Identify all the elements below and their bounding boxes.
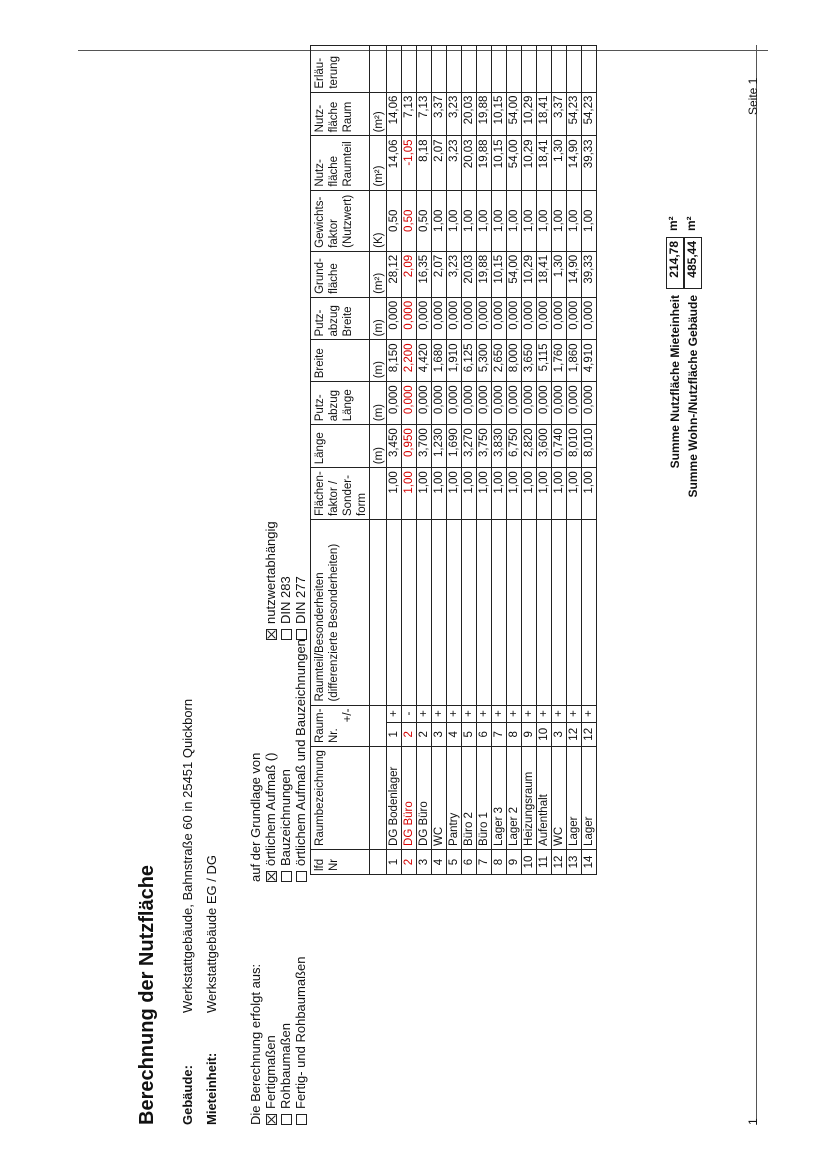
col-grund: Grund- fläche — [311, 251, 370, 297]
basis-mid-option — [263, 639, 278, 882]
cell-putz-b: 0,000 — [477, 297, 492, 340]
unit-nutz-teil: (m²) — [370, 136, 387, 190]
basis-right-option-label: nutzwertabhängig — [263, 521, 278, 624]
cell-putz-l: 0,000 — [432, 382, 447, 425]
basis-mid-heading: auf der Grundlage von — [248, 752, 263, 882]
cell-nr: 6 — [477, 722, 492, 747]
basis-left-option — [293, 957, 308, 1125]
cell-putz-b: 0,000 — [417, 297, 432, 340]
table-row — [552, 46, 567, 875]
cell-gewicht: 1,00 — [522, 190, 537, 251]
cell-putz-l: 0,000 — [492, 382, 507, 425]
cell-name: Lager 2 — [507, 747, 522, 850]
cell-putz-b: 0,000 — [552, 297, 567, 340]
col-name: Raumbezeichnung — [311, 747, 370, 850]
building-label: Gebäude: — [180, 1065, 195, 1125]
cell-nr: 4 — [447, 722, 462, 747]
cell-lfd: 13 — [567, 849, 582, 874]
sum-building-symbol: m² — [684, 216, 698, 231]
cell-nutz-teil: 10,15 — [492, 136, 507, 190]
cell-nutz-raum: 19,88 — [477, 92, 492, 136]
cell-sign: + — [447, 705, 462, 722]
table-row — [582, 46, 597, 875]
cell-nr: 2 — [417, 722, 432, 747]
cell-nutz-teil: 3,23 — [447, 136, 462, 190]
cell-teil — [447, 519, 462, 705]
unit-putz-l: (m) — [370, 382, 387, 425]
checked-box-icon[interactable] — [266, 871, 277, 882]
basis-left-option-label: Rohbaumaßen — [278, 1023, 293, 1109]
cell-sign: + — [567, 705, 582, 722]
cell-laenge: 8,010 — [567, 425, 582, 468]
cell-putz-b: 0,000 — [432, 297, 447, 340]
cell-lfd: 7 — [477, 849, 492, 874]
cell-nutz-teil: 10,29 — [522, 136, 537, 190]
cell-faktor: 1,00 — [477, 468, 492, 520]
table-row — [417, 46, 432, 875]
cell-erl — [582, 46, 597, 93]
cell-sign: + — [492, 705, 507, 722]
cell-lfd: 6 — [462, 849, 477, 874]
cell-putz-l: 0,000 — [567, 382, 582, 425]
col-nutz-teil: Nutz- fläche Raumteil — [311, 136, 370, 190]
cell-laenge: 0,950 — [402, 425, 417, 468]
sum-unit-value: 214,78 — [666, 237, 684, 289]
cell-laenge: 3,270 — [462, 425, 477, 468]
cell-grund: 16,35 — [417, 251, 432, 297]
cell-sign: + — [537, 705, 552, 722]
cell-putz-l: 0,000 — [447, 382, 462, 425]
unit-putz-b: (m) — [370, 297, 387, 340]
cell-nr: 3 — [552, 722, 567, 747]
basis-left-heading: Die Berechnung erfolgt aus: — [248, 963, 263, 1125]
basis-right — [263, 521, 308, 640]
cell-nutz-teil: 20,03 — [462, 136, 477, 190]
cell-nr: 2 — [402, 722, 417, 747]
cell-faktor: 1,00 — [402, 468, 417, 520]
sum-building-value: 485,44 — [684, 237, 702, 289]
cell-faktor: 1,00 — [537, 468, 552, 520]
cell-name: Büro 2 — [462, 747, 477, 850]
cell-nutz-raum: 54,00 — [507, 92, 522, 136]
cell-grund: 54,00 — [507, 251, 522, 297]
basis-right-option-label: DIN 277 — [293, 576, 308, 624]
cell-gewicht: 1,00 — [507, 190, 522, 251]
table-row — [402, 46, 417, 875]
cell-nutz-raum: 20,03 — [462, 92, 477, 136]
cell-lfd: 12 — [552, 849, 567, 874]
cell-erl — [447, 46, 462, 93]
cell-putz-l: 0,000 — [582, 382, 597, 425]
cell-erl — [477, 46, 492, 93]
cell-name: Pantry — [447, 747, 462, 850]
cell-putz-b: 0,000 — [462, 297, 477, 340]
cell-lfd: 4 — [432, 849, 447, 874]
cell-nutz-raum: 3,37 — [552, 92, 567, 136]
basis-left — [248, 957, 308, 1125]
cell-faktor: 1,00 — [522, 468, 537, 520]
cell-faktor: 1,00 — [567, 468, 582, 520]
col-raum-nr: Raum- Nr. +/- — [311, 705, 370, 747]
cell-putz-b: 0,000 — [522, 297, 537, 340]
cell-nutz-teil: 19,88 — [477, 136, 492, 190]
cell-faktor: 1,00 — [582, 468, 597, 520]
cell-grund: 18,41 — [537, 251, 552, 297]
cell-putz-b: 0,000 — [507, 297, 522, 340]
cell-teil — [432, 519, 447, 705]
cell-sign: + — [477, 705, 492, 722]
cell-erl — [552, 46, 567, 93]
cell-nutz-raum: 3,37 — [432, 92, 447, 136]
unit-laenge: (m) — [370, 425, 387, 468]
unchecked-box-icon[interactable] — [296, 871, 307, 882]
cell-grund: 10,29 — [522, 251, 537, 297]
basis-right-option — [278, 521, 293, 640]
cell-faktor: 1,00 — [507, 468, 522, 520]
cell-grund: 19,88 — [477, 251, 492, 297]
table-row — [477, 46, 492, 875]
cell-breite: 1,910 — [447, 340, 462, 382]
cell-sign: + — [387, 705, 402, 722]
cell-name: Lager — [567, 747, 582, 850]
cell-gewicht: 1,00 — [432, 190, 447, 251]
cell-gewicht: 1,00 — [462, 190, 477, 251]
cell-lfd: 5 — [447, 849, 462, 874]
cell-teil — [582, 519, 597, 705]
cell-name: DG Bodenlager — [387, 747, 402, 850]
unit-breite: (m) — [370, 340, 387, 382]
unit-gewicht: (K) — [370, 190, 387, 251]
cell-breite: 3,650 — [522, 340, 537, 382]
cell-breite: 8,000 — [507, 340, 522, 382]
table-row — [537, 46, 552, 875]
cell-teil — [402, 519, 417, 705]
basis-mid-option-label: Bauzeichnungen — [278, 769, 293, 866]
cell-putz-l: 0,000 — [537, 382, 552, 425]
cell-laenge: 1,230 — [432, 425, 447, 468]
cell-nutz-teil: 14,06 — [387, 136, 402, 190]
page-label: Seite 1 — [746, 77, 760, 115]
cell-laenge: 6,750 — [507, 425, 522, 468]
cell-erl — [417, 46, 432, 93]
area-table — [310, 45, 597, 875]
cell-nutz-raum: 7,13 — [417, 92, 432, 136]
basis-left-option — [278, 957, 293, 1125]
cell-teil — [567, 519, 582, 705]
page-number: 1 — [746, 1118, 760, 1125]
table-row — [567, 46, 582, 875]
cell-grund: 2,07 — [432, 251, 447, 297]
cell-nr: 1 — [387, 722, 402, 747]
cell-grund: 10,15 — [492, 251, 507, 297]
cell-sign: - — [402, 705, 417, 722]
cell-erl — [537, 46, 552, 93]
cell-name: Heizungsraum — [522, 747, 537, 850]
unchecked-box-icon[interactable] — [281, 629, 292, 640]
cell-gewicht: 0,50 — [402, 190, 417, 251]
cell-grund: 3,23 — [447, 251, 462, 297]
cell-nr: 8 — [507, 722, 522, 747]
cell-putz-l: 0,000 — [402, 382, 417, 425]
basis-mid — [248, 639, 308, 882]
cell-gewicht: 1,00 — [477, 190, 492, 251]
building-value: Werkstattgebäude, Bahnstraße 60 in 25451 Quickborn — [180, 698, 195, 1013]
unchecked-box-icon[interactable] — [281, 1114, 292, 1125]
sum-unit-label: Summe Nutzfläche Mieteinheit — [668, 295, 682, 469]
cell-faktor: 1,00 — [552, 468, 567, 520]
cell-laenge: 1,690 — [447, 425, 462, 468]
cell-name: DG Büro — [402, 747, 417, 850]
cell-erl — [492, 46, 507, 93]
cell-breite: 5,300 — [477, 340, 492, 382]
cell-nr: 5 — [462, 722, 477, 747]
cell-breite: 2,200 — [402, 340, 417, 382]
cell-lfd: 14 — [582, 849, 597, 874]
cell-nutz-raum: 54,23 — [567, 92, 582, 136]
cell-putz-b: 0,000 — [567, 297, 582, 340]
cell-breite: 1,760 — [552, 340, 567, 382]
table-row — [387, 46, 402, 875]
unchecked-box-icon[interactable] — [296, 1114, 307, 1125]
cell-grund: 14,90 — [567, 251, 582, 297]
cell-breite: 2,650 — [492, 340, 507, 382]
cell-laenge: 8,010 — [582, 425, 597, 468]
sum-building-label: Summe Wohn-/Nutzfläche Gebäude — [686, 295, 700, 498]
col-erl: Erläu- terung — [311, 46, 370, 93]
page-title: Berechnung der Nutzfläche — [136, 864, 158, 1125]
cell-laenge: 3,750 — [477, 425, 492, 468]
table-row — [492, 46, 507, 875]
cell-grund: 1,30 — [552, 251, 567, 297]
checked-box-icon[interactable] — [266, 1114, 277, 1125]
cell-putz-b: 0,000 — [402, 297, 417, 340]
cell-lfd: 1 — [387, 849, 402, 874]
col-putz-b: Putz- abzug Breite — [311, 297, 370, 340]
cell-sign: + — [507, 705, 522, 722]
cell-lfd: 2 — [402, 849, 417, 874]
cell-gewicht: 1,00 — [582, 190, 597, 251]
cell-teil — [507, 519, 522, 705]
basis-right-option — [263, 521, 278, 640]
cell-nutz-raum: 10,15 — [492, 92, 507, 136]
col-laenge: Länge — [311, 425, 370, 468]
sum-unit-symbol: m² — [666, 216, 680, 231]
cell-name: Büro 1 — [477, 747, 492, 850]
table-row — [462, 46, 477, 875]
cell-faktor: 1,00 — [462, 468, 477, 520]
cell-putz-l: 0,000 — [462, 382, 477, 425]
cell-erl — [507, 46, 522, 93]
basis-mid-option — [278, 639, 293, 882]
col-gewicht: Gewichts- faktor (Nutzwert) — [311, 190, 370, 251]
cell-putz-l: 0,000 — [507, 382, 522, 425]
cell-grund: 20,03 — [462, 251, 477, 297]
cell-laenge: 0,740 — [552, 425, 567, 468]
table-row — [432, 46, 447, 875]
col-teil: Raumteil/Besonderheiten (differenzierte Besonderheiten) — [311, 519, 370, 705]
basis-mid-option-label: örtlichem Aufmaß () — [263, 752, 278, 866]
cell-faktor: 1,00 — [417, 468, 432, 520]
col-faktor: Flächen- faktor / Sonder- form — [311, 468, 370, 520]
basis-right-option — [293, 521, 308, 640]
cell-breite: 4,910 — [582, 340, 597, 382]
cell-gewicht: 1,00 — [537, 190, 552, 251]
cell-teil — [552, 519, 567, 705]
cell-sign: + — [552, 705, 567, 722]
cell-nr: 12 — [582, 722, 597, 747]
cell-sign: + — [417, 705, 432, 722]
cell-nr: 9 — [522, 722, 537, 747]
unit-grund: (m²) — [370, 251, 387, 297]
cell-nutz-teil: -1,05 — [402, 136, 417, 190]
cell-nutz-raum: 10,29 — [522, 92, 537, 136]
table-row — [507, 46, 522, 875]
cell-faktor: 1,00 — [492, 468, 507, 520]
cell-sign: + — [432, 705, 447, 722]
cell-nr: 3 — [432, 722, 447, 747]
cell-laenge: 2,820 — [522, 425, 537, 468]
cell-nutz-teil: 39,33 — [582, 136, 597, 190]
cell-nutz-teil: 54,00 — [507, 136, 522, 190]
cell-laenge: 3,700 — [417, 425, 432, 468]
cell-faktor: 1,00 — [432, 468, 447, 520]
rotated-sheet — [78, 45, 768, 1125]
basis-left-option — [263, 957, 278, 1125]
cell-lfd: 10 — [522, 849, 537, 874]
cell-name: DG Büro — [417, 747, 432, 850]
cell-nutz-raum: 54,23 — [582, 92, 597, 136]
cell-breite: 1,860 — [567, 340, 582, 382]
cell-teil — [537, 519, 552, 705]
cell-sign: + — [582, 705, 597, 722]
cell-teil — [417, 519, 432, 705]
cell-teil — [522, 519, 537, 705]
cell-putz-l: 0,000 — [387, 382, 402, 425]
cell-teil — [477, 519, 492, 705]
cell-nutz-raum: 18,41 — [537, 92, 552, 136]
cell-erl — [402, 46, 417, 93]
cell-laenge: 3,600 — [537, 425, 552, 468]
cell-lfd: 8 — [492, 849, 507, 874]
unit-label: Mieteinheit: — [204, 1052, 219, 1125]
cell-nr: 10 — [537, 722, 552, 747]
cell-lfd: 3 — [417, 849, 432, 874]
cell-breite: 4,420 — [417, 340, 432, 382]
cell-putz-l: 0,000 — [522, 382, 537, 425]
cell-sign: + — [522, 705, 537, 722]
table-row — [447, 46, 462, 875]
basis-right-option-label: DIN 283 — [278, 576, 293, 624]
cell-putz-l: 0,000 — [417, 382, 432, 425]
cell-laenge: 3,830 — [492, 425, 507, 468]
cell-erl — [387, 46, 402, 93]
cell-lfd: 9 — [507, 849, 522, 874]
cell-gewicht: 1,00 — [567, 190, 582, 251]
unit-value: Werkstattgebäude EG / DG — [204, 855, 219, 1013]
cell-teil — [492, 519, 507, 705]
cell-grund: 2,09 — [402, 251, 417, 297]
basis-left-option-label: Fertigmaßen — [263, 1035, 278, 1109]
cell-breite: 5,115 — [537, 340, 552, 382]
cell-lfd: 11 — [537, 849, 552, 874]
cell-faktor: 1,00 — [387, 468, 402, 520]
cell-putz-b: 0,000 — [447, 297, 462, 340]
cell-nr: 7 — [492, 722, 507, 747]
cell-name: Lager — [582, 747, 597, 850]
cell-erl — [432, 46, 447, 93]
cell-breite: 8,150 — [387, 340, 402, 382]
cell-nutz-teil: 1,30 — [552, 136, 567, 190]
cell-breite: 1,680 — [432, 340, 447, 382]
cell-putz-b: 0,000 — [537, 297, 552, 340]
cell-gewicht: 0,50 — [417, 190, 432, 251]
checked-box-icon[interactable] — [266, 629, 277, 640]
cell-grund: 39,33 — [582, 251, 597, 297]
cell-putz-b: 0,000 — [492, 297, 507, 340]
cell-gewicht: 0,50 — [387, 190, 402, 251]
cell-nutz-raum: 14,06 — [387, 92, 402, 136]
cell-putz-l: 0,000 — [477, 382, 492, 425]
cell-nutz-raum: 7,13 — [402, 92, 417, 136]
cell-name: Lager 3 — [492, 747, 507, 850]
col-lfd: lfd Nr — [311, 849, 370, 874]
cell-erl — [462, 46, 477, 93]
table-row — [522, 46, 537, 875]
cell-faktor: 1,00 — [447, 468, 462, 520]
unit-nutz-raum: (m²) — [370, 92, 387, 136]
unchecked-box-icon[interactable] — [296, 629, 307, 640]
basis-mid-option — [293, 639, 308, 882]
basis-mid-option-label: örtlichem Aufmaß und Bauzeichnungen — [293, 639, 308, 866]
cell-gewicht: 1,00 — [492, 190, 507, 251]
cell-putz-l: 0,000 — [552, 382, 567, 425]
cell-teil — [462, 519, 477, 705]
cell-gewicht: 1,00 — [552, 190, 567, 251]
cell-erl — [567, 46, 582, 93]
cell-putz-b: 0,000 — [387, 297, 402, 340]
cell-teil — [387, 519, 402, 705]
col-breite: Breite — [311, 340, 370, 382]
cell-breite: 6,125 — [462, 340, 477, 382]
cell-nutz-teil: 18,41 — [537, 136, 552, 190]
cell-grund: 28,12 — [387, 251, 402, 297]
cell-name: Aufenthalt — [537, 747, 552, 850]
cell-nutz-teil: 2,07 — [432, 136, 447, 190]
cell-nutz-raum: 3,23 — [447, 92, 462, 136]
unchecked-box-icon[interactable] — [281, 871, 292, 882]
cell-gewicht: 1,00 — [447, 190, 462, 251]
cell-nutz-teil: 14,90 — [567, 136, 582, 190]
basis-left-option-label: Fertig- und Rohbaumaßen — [293, 956, 308, 1109]
cell-nr: 12 — [567, 722, 582, 747]
cell-name: WC — [552, 747, 567, 850]
col-putz-l: Putz- abzug Länge — [311, 382, 370, 425]
cell-sign: + — [462, 705, 477, 722]
col-nutz-raum: Nutz- fläche Raum — [311, 92, 370, 136]
cell-name: WC — [432, 747, 447, 850]
cell-nutz-teil: 8,18 — [417, 136, 432, 190]
cell-erl — [522, 46, 537, 93]
cell-laenge: 3,450 — [387, 425, 402, 468]
cell-putz-b: 0,000 — [582, 297, 597, 340]
